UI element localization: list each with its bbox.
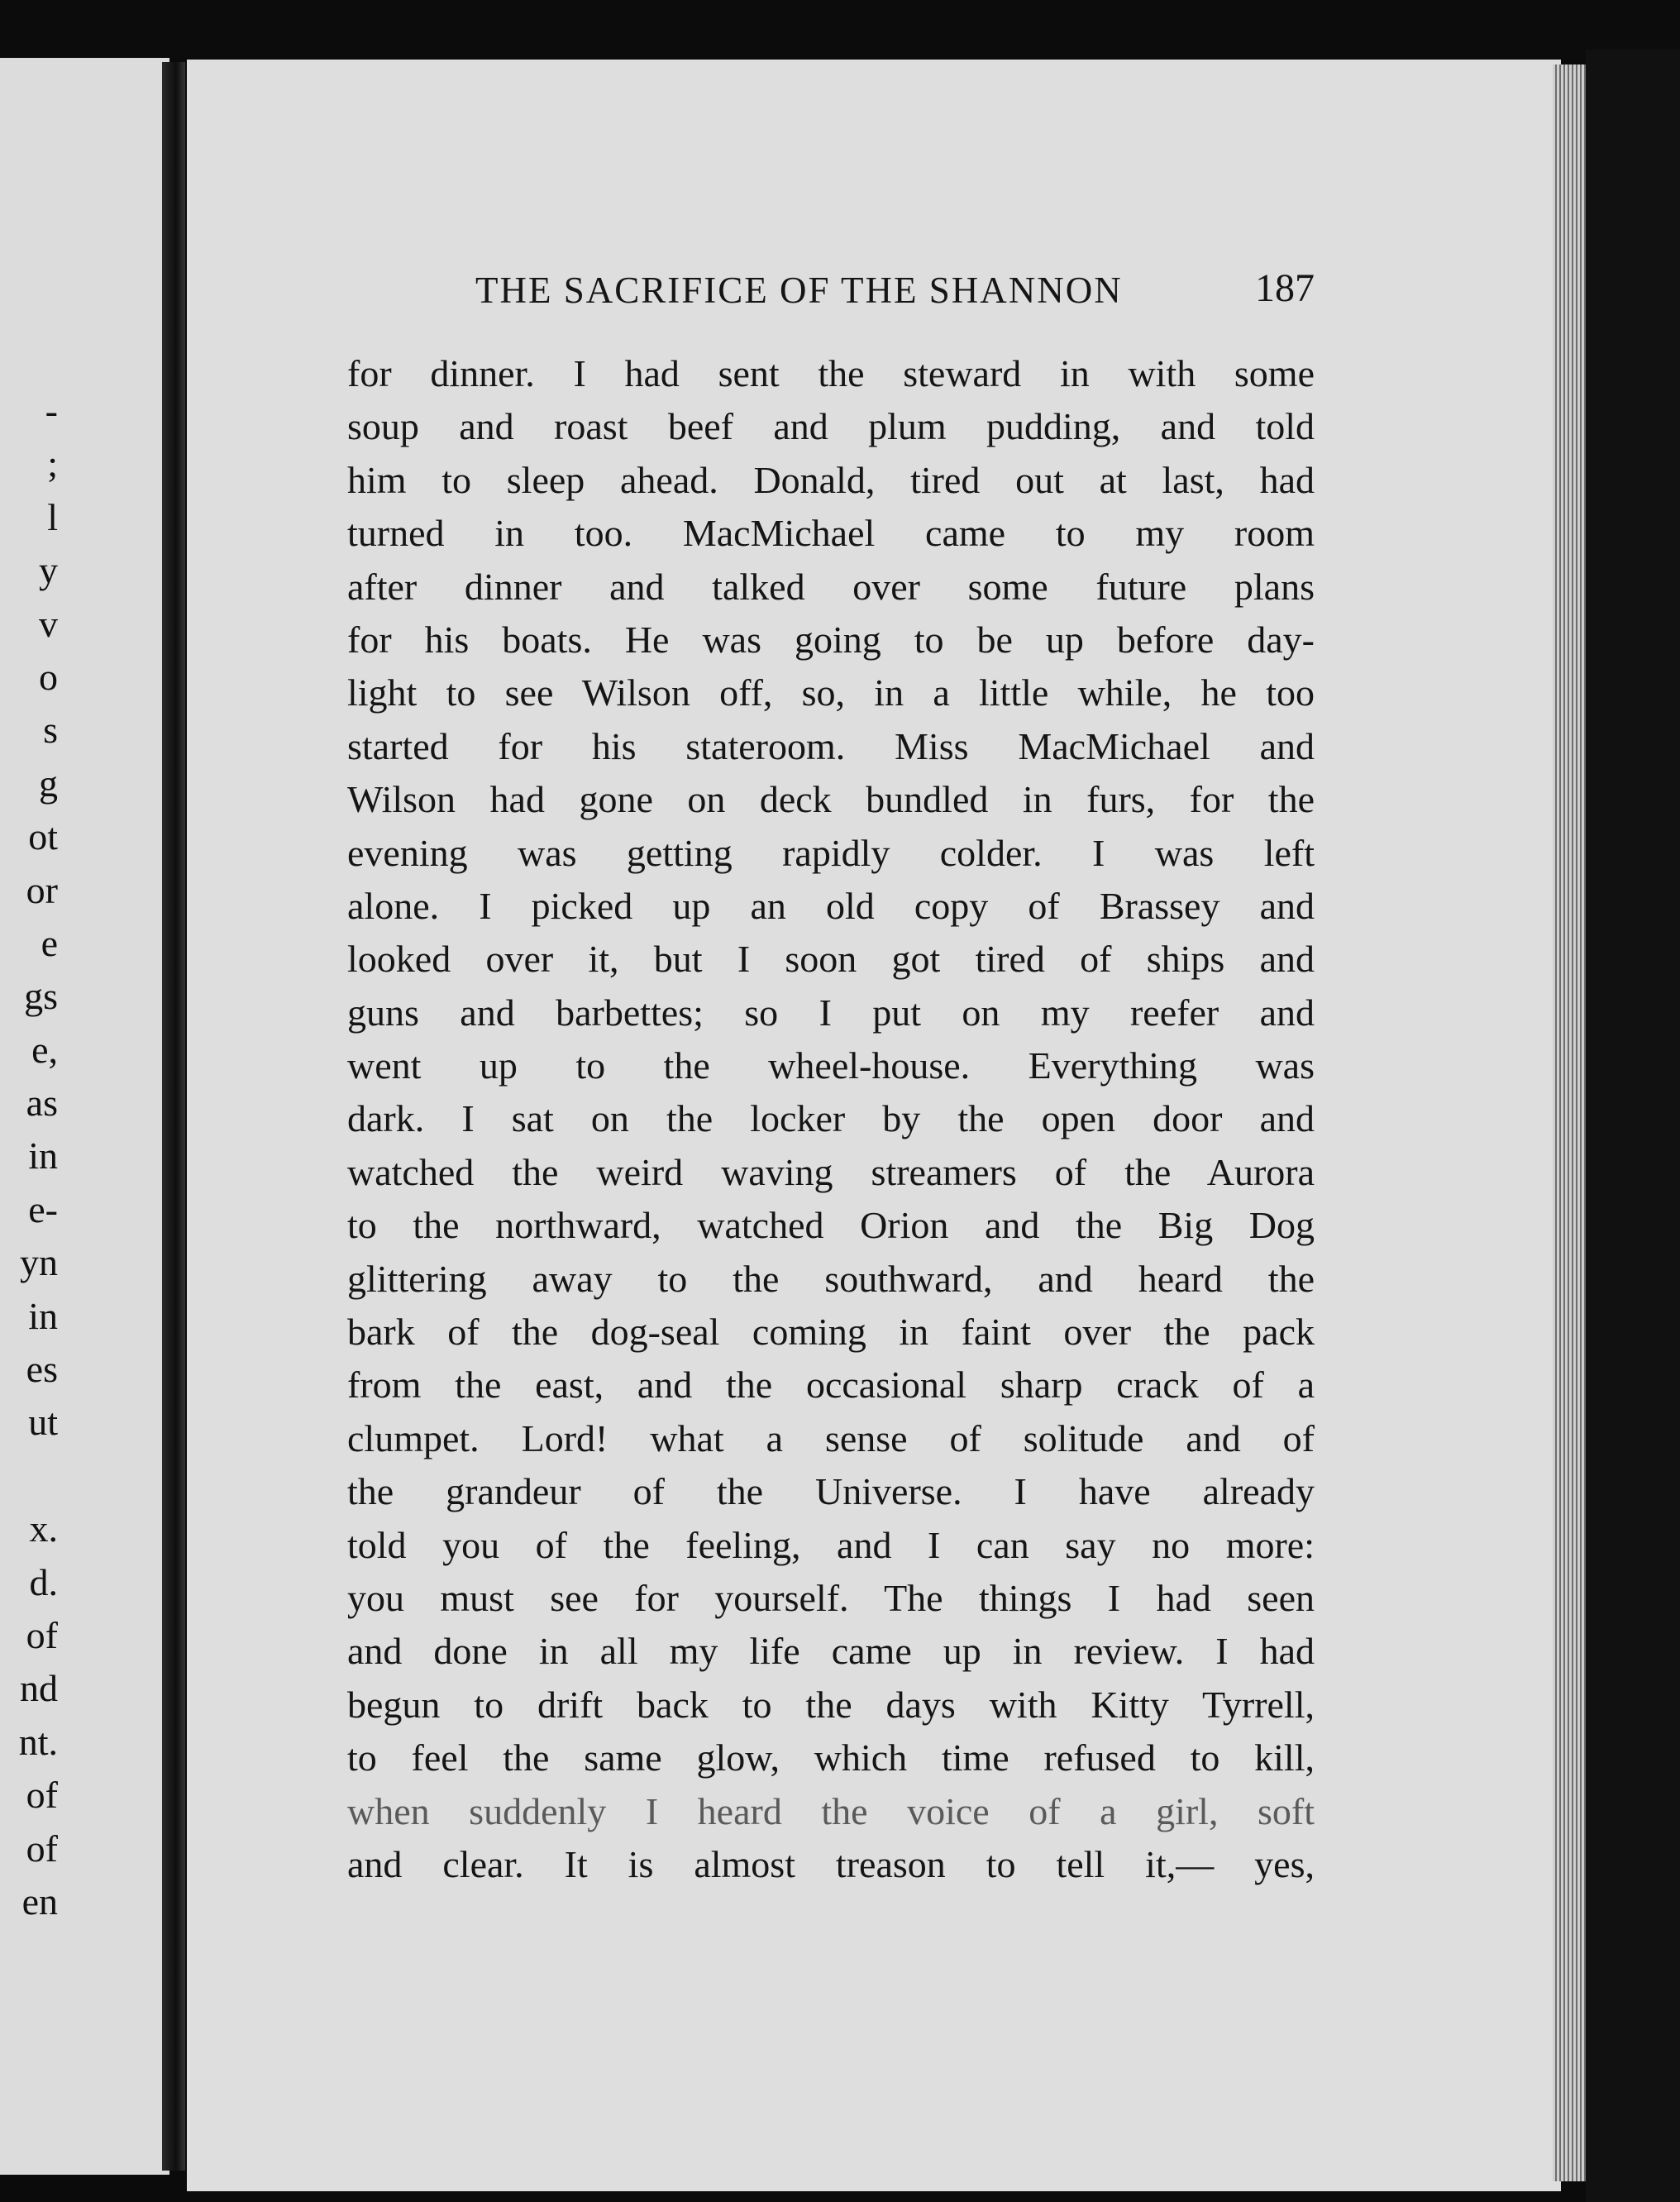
text-line: soup and roast beef and plum pudding, and told: [347, 405, 1315, 448]
left-fragment: en: [21, 1880, 58, 1923]
text-line: begun to drift back to the days with Kitty Tyrrell,: [347, 1683, 1315, 1726]
page-edges: [1553, 64, 1586, 2181]
left-page: [0, 58, 169, 2175]
left-fragment: e: [41, 921, 58, 964]
scan-background-top: [0, 0, 1680, 58]
left-fragment: in: [28, 1134, 58, 1177]
text-line: clumpet. Lord! what a sense of solitude and of: [347, 1416, 1315, 1459]
left-fragment: as: [26, 1082, 58, 1125]
text-line: glittering away to the southward, and heard the: [347, 1257, 1315, 1300]
text-line: for dinner. I had sent the steward in with some: [347, 352, 1315, 394]
left-fragment: e-: [28, 1187, 58, 1230]
text-line: him to sleep ahead. Donald, tired out at last, had: [347, 458, 1315, 501]
left-fragment: nt.: [18, 1720, 58, 1763]
text-line: bark of the dog-seal coming in faint over the pack: [347, 1311, 1315, 1354]
text-line: told you of the feeling, and I can say no more:: [347, 1523, 1315, 1566]
left-fragment: in: [28, 1294, 58, 1337]
text-line: started for his stateroom. Miss MacMichael and: [347, 724, 1315, 767]
text-line: and clear. It is almost treason to tell it,— yes,: [347, 1842, 1315, 1885]
text-line: alone. I picked up an old copy of Brassey and: [347, 884, 1315, 927]
left-fragment: s: [43, 709, 58, 752]
left-fragment: -: [45, 389, 58, 432]
left-fragment: or: [26, 868, 58, 911]
text-line: dark. I sat on the locker by the open door and: [347, 1097, 1315, 1140]
running-title: THE SACRIFICE OF THE SHANNON: [475, 270, 1123, 311]
text-line: for his boats. He was going to be up before day-: [347, 618, 1315, 661]
text-line: to the northward, watched Orion and the Big Dog: [347, 1204, 1315, 1247]
text-line: from the east, and the occasional sharp crack of a: [347, 1364, 1315, 1407]
book-gutter: [162, 62, 185, 2171]
left-page-text-fragments: [0, 385, 58, 1928]
text-line: evening was getting rapidly colder. I was left: [347, 831, 1315, 874]
text-line: went up to the wheel-house. Everything was: [347, 1044, 1315, 1087]
left-fragment: ut: [28, 1401, 58, 1444]
text-line: to feel the same glow, which time refused to kill,: [347, 1736, 1315, 1779]
left-fragment: gs: [24, 975, 58, 1018]
left-fragment: e,: [31, 1028, 58, 1071]
left-fragment: y: [39, 549, 58, 592]
left-fragment: es: [26, 1348, 58, 1391]
text-line: watched the weird waving streamers of the Aurora: [347, 1150, 1315, 1193]
text-line: the grandeur of the Universe. I have already: [347, 1470, 1315, 1513]
body-text: [347, 347, 1315, 1891]
left-fragment: of: [26, 1613, 58, 1656]
left-fragment: [0, 1450, 58, 1502]
running-header: [475, 266, 1315, 323]
text-line: you must see for yourself. The things I had seen: [347, 1576, 1315, 1619]
scan-background-right: [1586, 50, 1680, 2202]
left-fragment: nd: [20, 1667, 58, 1710]
text-line: and done in all my life came up in review. I had: [347, 1630, 1315, 1673]
text-line: guns and barbettes; so I put on my reefer and: [347, 991, 1315, 1034]
text-line: light to see Wilson off, so, in a little while, he too: [347, 671, 1315, 714]
left-fragment: of: [26, 1827, 58, 1870]
left-fragment: o: [39, 655, 58, 698]
text-line: when suddenly I heard the voice of a girl, soft: [347, 1789, 1315, 1832]
left-fragment: ;: [47, 442, 58, 485]
text-line: Wilson had gone on deck bundled in furs, for the: [347, 778, 1315, 821]
left-fragment: ot: [28, 815, 58, 858]
left-fragment: v: [39, 602, 58, 645]
text-line: turned in too. MacMichael came to my room: [347, 512, 1315, 555]
left-fragment: x.: [29, 1507, 58, 1550]
page-number: 187: [1255, 266, 1315, 310]
text-line: looked over it, but I soon got tired of ships and: [347, 938, 1315, 981]
left-fragment: d.: [29, 1560, 58, 1603]
left-fragment: yn: [20, 1241, 58, 1284]
left-fragment: l: [47, 495, 58, 538]
left-fragment: g: [39, 762, 58, 805]
left-fragment: of: [26, 1774, 58, 1817]
text-line: after dinner and talked over some future plans: [347, 565, 1315, 608]
